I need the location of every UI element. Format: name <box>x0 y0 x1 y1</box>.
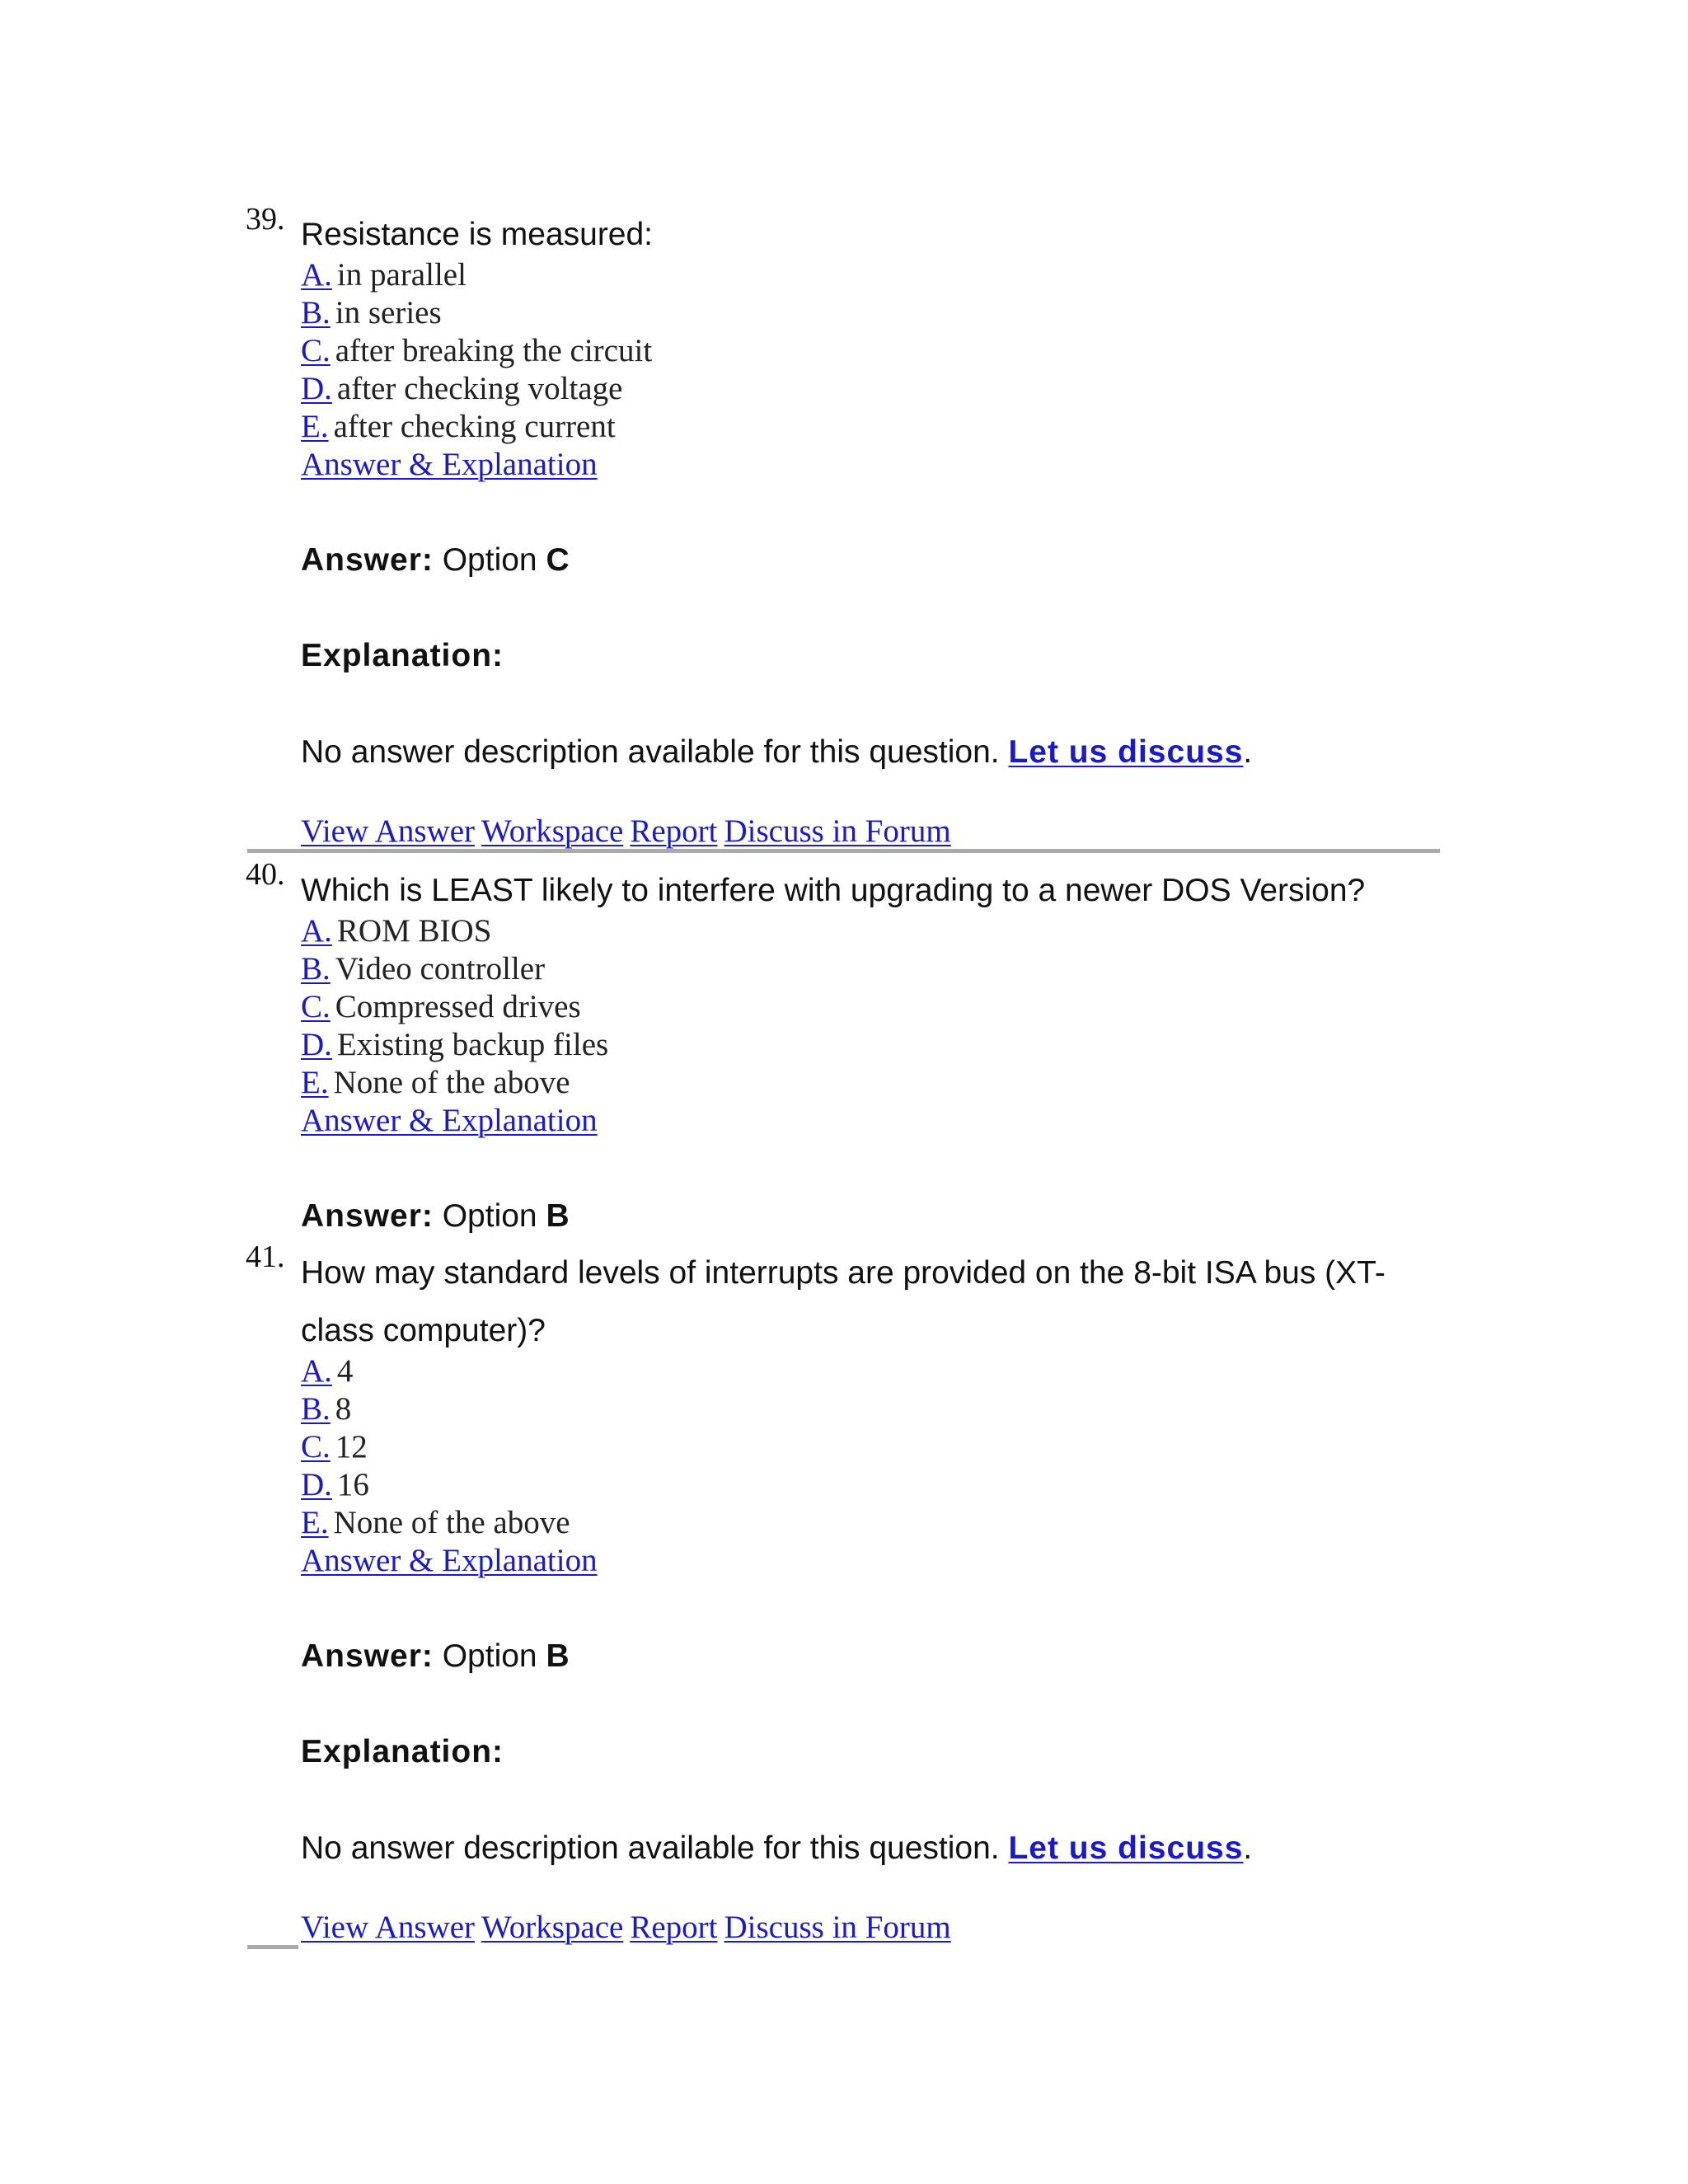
answer-line <box>301 1638 570 1675</box>
option-text: after breaking the circuit <box>335 333 653 368</box>
option-text: 4 <box>336 1353 354 1389</box>
answer-option-word: Option <box>442 1638 537 1674</box>
answer-explanation-link[interactable]: Answer & Explanation <box>301 1103 598 1138</box>
option-text: in series <box>335 295 442 330</box>
explanation-period: . <box>1243 1830 1253 1866</box>
answer-letter: B <box>546 1638 570 1674</box>
option-d <box>301 370 622 408</box>
answer-letter: C <box>546 542 570 578</box>
explanation-body: No answer description available for this question. <box>301 1830 1000 1866</box>
option-c <box>301 332 652 370</box>
explanation-heading: Explanation: <box>301 1734 504 1769</box>
answer-explanation-link[interactable]: Answer & Explanation <box>301 447 598 482</box>
answer-letter: B <box>546 1198 570 1234</box>
question-number: 39. <box>246 202 285 237</box>
question-divider <box>247 849 1440 853</box>
view-answer-link[interactable]: View Answer <box>301 1910 476 1945</box>
option-letter-link[interactable]: A. <box>301 257 332 293</box>
question-text: Resistance is measured: <box>301 217 654 252</box>
let-us-discuss-link[interactable]: Let us discuss <box>1008 734 1244 770</box>
option-letter-link[interactable]: D. <box>301 1467 332 1502</box>
report-link[interactable]: Report <box>630 1910 718 1945</box>
answer-label: Answer: <box>301 1198 434 1234</box>
option-d <box>301 1466 369 1504</box>
option-letter-link[interactable]: E. <box>301 409 329 444</box>
question-footer-links <box>301 1909 958 1947</box>
option-e <box>301 408 616 446</box>
option-letter-link[interactable]: D. <box>301 371 332 406</box>
workspace-link[interactable]: Workspace <box>481 1910 624 1945</box>
view-answer-link[interactable]: View Answer <box>301 813 476 849</box>
option-text: ROM BIOS <box>336 913 492 949</box>
report-link[interactable]: Report <box>630 813 718 849</box>
answer-line <box>301 1197 570 1235</box>
option-c <box>301 988 581 1026</box>
answer-label: Answer: <box>301 542 434 578</box>
option-text: Compressed drives <box>335 989 581 1024</box>
discuss-in-forum-link[interactable]: Discuss in Forum <box>724 813 951 849</box>
option-a <box>301 1352 353 1390</box>
option-letter-link[interactable]: A. <box>301 1353 332 1389</box>
answer-label: Answer: <box>301 1638 434 1674</box>
answer-line <box>301 541 570 579</box>
option-text: 16 <box>336 1467 369 1502</box>
answer-option-word: Option <box>442 542 537 578</box>
answer-option-word: Option <box>442 1198 537 1234</box>
option-letter-link[interactable]: A. <box>301 913 332 949</box>
discuss-in-forum-link[interactable]: Discuss in Forum <box>724 1910 951 1945</box>
option-a <box>301 912 491 950</box>
option-e <box>301 1504 570 1542</box>
explanation-text <box>301 1830 1252 1868</box>
option-d <box>301 1026 608 1064</box>
option-c <box>301 1428 368 1466</box>
question-number: 40. <box>246 857 285 892</box>
question-number: 41. <box>246 1240 285 1274</box>
option-letter-link[interactable]: B. <box>301 295 331 330</box>
explanation-period: . <box>1243 734 1253 770</box>
question-text-line2: class computer)? <box>301 1313 546 1348</box>
option-text: None of the above <box>333 1505 570 1540</box>
option-letter-link[interactable]: D. <box>301 1027 332 1062</box>
option-e <box>301 1064 570 1102</box>
option-letter-link[interactable]: B. <box>301 1391 331 1427</box>
explanation-heading: Explanation: <box>301 638 504 673</box>
option-letter-link[interactable]: C. <box>301 1429 331 1465</box>
let-us-discuss-link[interactable]: Let us discuss <box>1008 1830 1244 1866</box>
explanation-text <box>301 733 1252 771</box>
question-footer-links <box>301 813 958 851</box>
option-text: 8 <box>335 1391 352 1427</box>
option-text: 12 <box>335 1429 368 1465</box>
workspace-link[interactable]: Workspace <box>481 813 624 849</box>
option-a <box>301 256 467 294</box>
option-b <box>301 950 545 988</box>
option-text: in parallel <box>336 257 467 293</box>
option-b <box>301 1390 351 1428</box>
answer-explanation-link[interactable]: Answer & Explanation <box>301 1543 598 1578</box>
option-letter-link[interactable]: E. <box>301 1065 329 1100</box>
question-divider <box>247 1945 298 1949</box>
option-text: after checking current <box>333 409 616 444</box>
explanation-body: No answer description available for this question. <box>301 734 1000 770</box>
option-text: after checking voltage <box>336 371 623 406</box>
question-text-line1: How may standard levels of interrupts are provided on the 8-bit ISA bus (XT- <box>301 1255 1386 1291</box>
question-text: Which is LEAST likely to interfere with upgrading to a newer DOS Version? <box>301 873 1366 908</box>
option-letter-link[interactable]: C. <box>301 989 331 1024</box>
option-letter-link[interactable]: E. <box>301 1505 329 1540</box>
option-letter-link[interactable]: B. <box>301 951 331 987</box>
option-text: None of the above <box>333 1065 570 1100</box>
option-b <box>301 294 442 332</box>
option-text: Video controller <box>335 951 546 987</box>
option-letter-link[interactable]: C. <box>301 333 331 368</box>
option-text: Existing backup files <box>336 1027 609 1062</box>
